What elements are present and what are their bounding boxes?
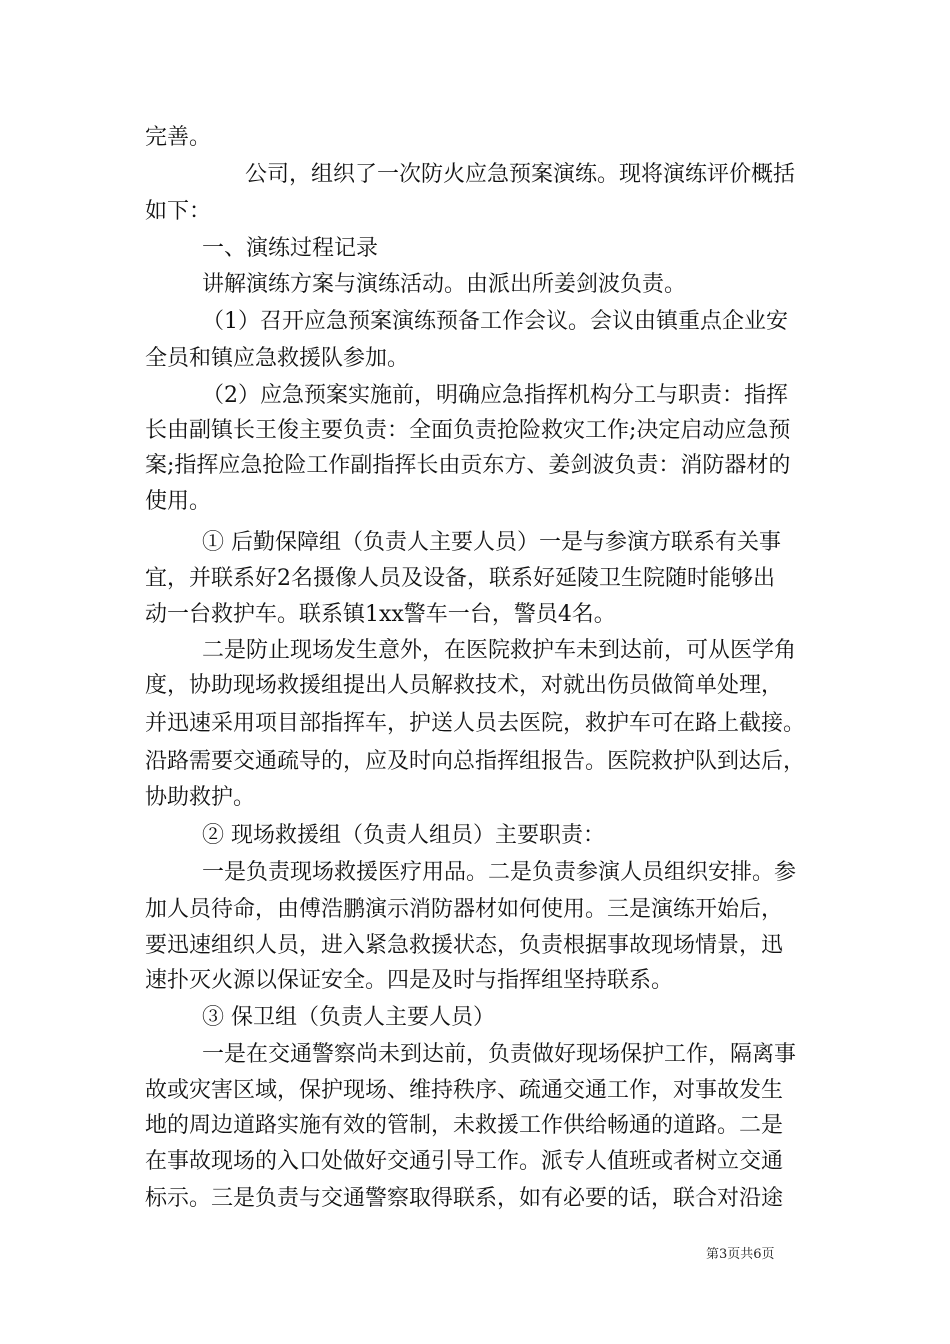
text-line: 长由副镇长王俊主要负责：全面负责抢险救灾工作;决定启动应急预 xyxy=(145,418,791,443)
text-line: 故或灾害区域，保护现场、维持秩序、疏通交通工作，对事故发生 xyxy=(145,1078,784,1103)
text-line: 如下： xyxy=(145,199,212,224)
text-line: 协助救护。 xyxy=(145,785,256,810)
text-line: 速扑灭火源以保证安全。四是及时与指挥组坚持联系。 xyxy=(145,968,674,993)
text-line: 公司，组织了一次防火应急预案演练。现将演练评价概括 xyxy=(245,162,796,187)
text-line: 在事故现场的入口处做好交通引导工作。派专人值班或者树立交通 xyxy=(145,1149,784,1174)
text-line: 二是防止现场发生意外，在医院救护车未到达前，可从医学角 xyxy=(202,638,797,663)
text-line: 度，协助现场救援组提出人员解救技术，对就出伤员做简单处理， xyxy=(145,673,784,698)
text-line: 宜，并联系好2名摄像人员及设备，联系好延陵卫生院随时能够出 xyxy=(145,566,775,591)
text-line: （1）召开应急预案演练预备工作会议。会议由镇重点企业安 xyxy=(202,309,788,334)
section-heading: ③ 保卫组（负责人主要人员） xyxy=(202,1005,495,1030)
text-line: 加人员待命，由傅浩鹏演示消防器材如何使用。三是演练开始后， xyxy=(145,897,784,922)
text-line: 讲解演练方案与演练活动。由派出所姜剑波负责。 xyxy=(202,272,687,297)
section-heading: ② 现场救援组（负责人组员）主要职责： xyxy=(202,823,605,848)
text-line: 动一台救护车。联系镇1xx警车一台，警员4名。 xyxy=(145,602,616,627)
text-line: 案;指挥应急抢险工作副指挥长由贡东方、姜剑波负责：消防器材的 xyxy=(145,453,791,478)
page-number: 第3页共6页 xyxy=(706,1247,775,1262)
text-line: 地的周边道路实施有效的管制，未救援工作供给畅通的道路。二是 xyxy=(145,1113,784,1138)
text-line: 全员和镇应急救援队参加。 xyxy=(145,346,410,371)
text-line: （2）应急预案实施前，明确应急指挥机构分工与职责：指挥 xyxy=(202,383,788,408)
text-line: 一是在交通警察尚未到达前，负责做好现场保护工作，隔离事 xyxy=(202,1042,797,1067)
section-heading: 一、演练过程记录 xyxy=(202,236,379,261)
text-line: 标示。三是负责与交通警察取得联系，如有必要的话，联合对沿途 xyxy=(145,1186,784,1211)
text-line: ① 后勤保障组（负责人主要人员）一是与参演方联系有关事 xyxy=(202,530,781,555)
text-line: 一是负责现场救援医疗用品。二是负责参演人员组织安排。参 xyxy=(202,860,797,885)
text-line: 要迅速组织人员，进入紧急救援状态，负责根据事故现场情景，迅 xyxy=(145,933,784,958)
text-line: 使用。 xyxy=(145,489,212,514)
text-line: 沿路需要交通疏导的，应及时向总指挥组报告。医院救护队到达后， xyxy=(145,749,806,774)
text-line: 并迅速采用项目部指挥车，护送人员去医院，救护车可在路上截接。 xyxy=(145,711,806,736)
text-line: 完善。 xyxy=(145,125,212,150)
